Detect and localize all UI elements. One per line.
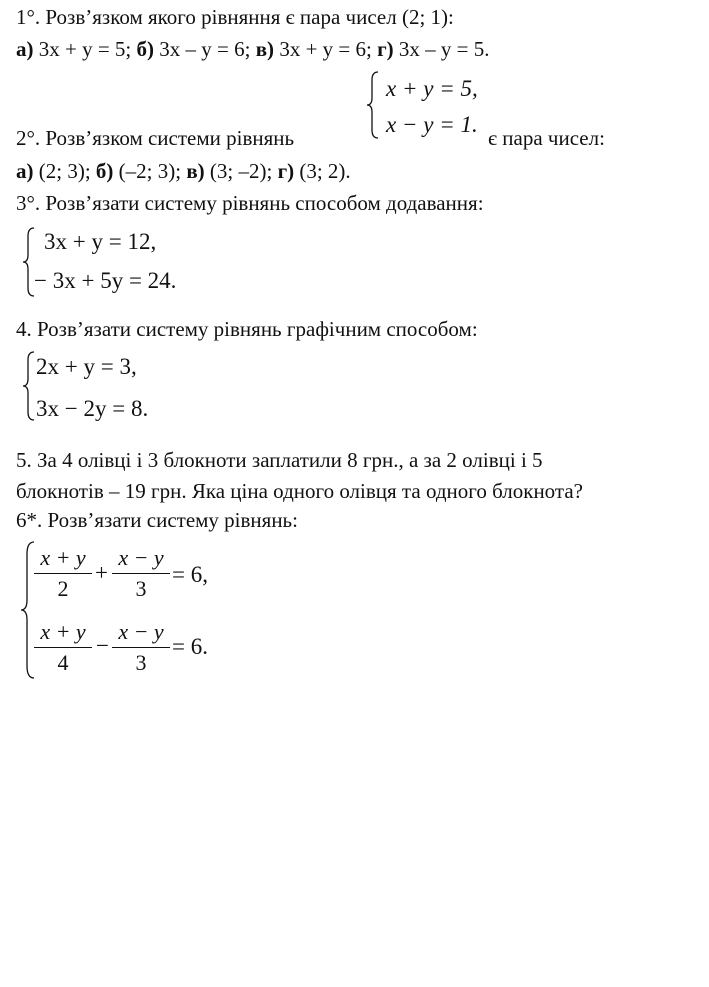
option-a-text: 3x + y = 5; [33, 37, 137, 61]
question-2-options [16, 158, 351, 184]
option-g-text: (3; 2). [294, 159, 351, 183]
option-b-text: (–2; 3); [113, 159, 187, 183]
q2-system-eq-2: x − y = 1. [386, 112, 478, 137]
q6-eq2-fraction-b [112, 620, 170, 675]
numerator: x − y [118, 619, 164, 644]
system-brace-icon [22, 350, 36, 422]
q2-system-eq-1: x + y = 5, [386, 76, 478, 101]
q6-eq1-fraction-b [112, 546, 170, 601]
denominator: 2 [57, 576, 69, 601]
option-v-letter: в) [255, 37, 275, 61]
question-5-line-1: 5. За 4 олівці і 3 блокноти заплатили 8 грн., а за 2 олівці і 5 [16, 448, 543, 472]
question-2-text: 2°. Розв’язком системи рівнянь [16, 126, 295, 150]
option-g-text: 3x – y = 5. [393, 37, 490, 61]
option-b-letter: б) [95, 159, 114, 183]
numerator: x + y [40, 619, 86, 644]
q6-eq2-fraction-a [34, 620, 92, 675]
option-b-text: 3x – y = 6; [154, 37, 256, 61]
option-v-text: 3x + y = 6; [274, 37, 378, 61]
option-a-text: (2; 3); [33, 159, 96, 183]
q6-eq1-rhs: = 6, [172, 562, 208, 587]
q3-system-eq-1: 3x + y = 12, [44, 229, 157, 254]
question-2-text-after: є пара чисел: [488, 126, 605, 150]
option-g-letter: г) [377, 37, 394, 61]
q4-system-eq-2: 3x − 2y = 8. [36, 396, 149, 421]
numerator: x + y [40, 545, 86, 570]
question-6-text: 6*. Розв’язати систему рівнянь: [16, 508, 298, 532]
q6-eq1-fraction-a [34, 546, 92, 601]
option-a-letter: а) [16, 37, 34, 61]
option-v-letter: в) [186, 159, 205, 183]
system-brace-icon [366, 70, 380, 140]
question-1-text: 1°. Розв’язком якого рівняння є пара чисел (2; 1): [16, 5, 454, 29]
denominator: 3 [135, 650, 147, 675]
numerator: x − y [118, 545, 164, 570]
question-5-line-2: блокнотів – 19 грн. Яка ціна одного олівця та одного блокнота? [16, 479, 583, 503]
q6-eq2-rhs: = 6. [172, 634, 208, 659]
q6-eq1-operator: + [95, 560, 108, 585]
question-3-text: 3°. Розв’язати систему рівнянь способом додавання: [16, 191, 484, 215]
option-v-text: (3; –2); [204, 159, 278, 183]
denominator: 3 [135, 576, 147, 601]
q4-system-eq-1: 2x + y = 3, [36, 354, 137, 379]
option-g-letter: г) [277, 159, 295, 183]
q6-eq2-operator: − [96, 633, 109, 658]
question-4-text: 4. Розв’язати систему рівнянь графічним способом: [16, 317, 478, 341]
option-a-letter: а) [16, 159, 34, 183]
option-b-letter: б) [136, 37, 155, 61]
denominator: 4 [57, 650, 69, 675]
q3-system-eq-2: − 3x + 5y = 24. [34, 268, 177, 293]
question-1-options [16, 36, 489, 62]
